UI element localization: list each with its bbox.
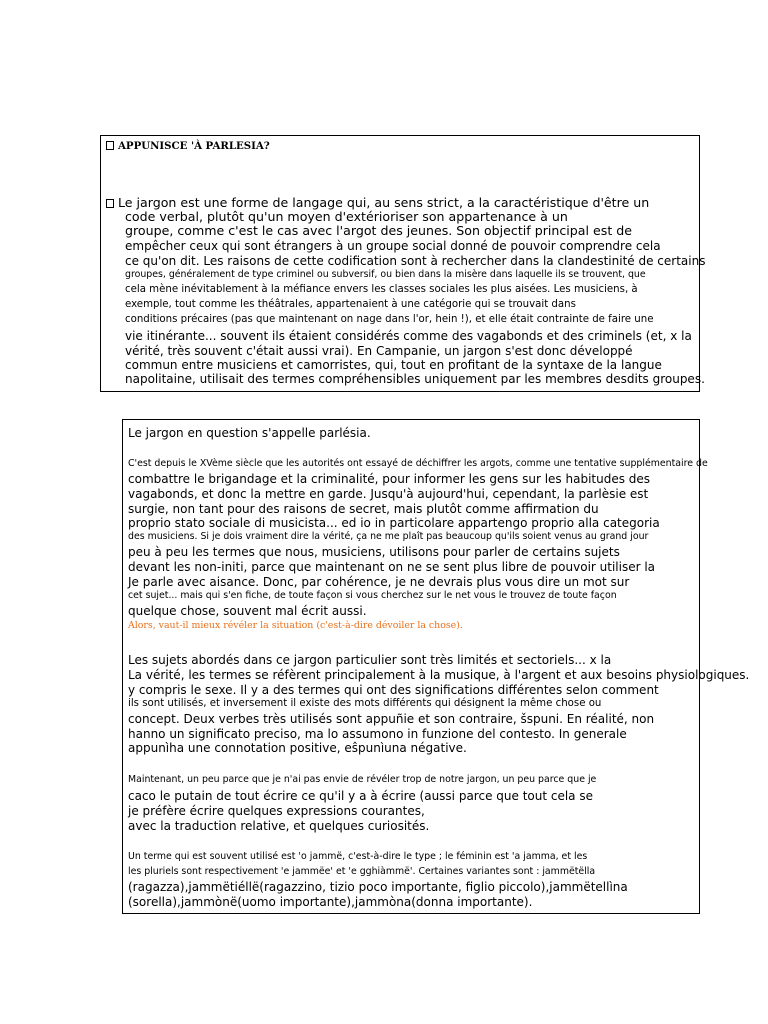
body-line: proprio stato sociale di musicista... ed io in particolare appartengo proprio alla categoria [128, 516, 660, 530]
intro-line: napolitaine, utilisait des termes compréhensibles uniquement par les membres desdits groupes. [125, 372, 705, 386]
body-line: vagabonds, et donc la mettre en garde. Jusqu'à aujourd'hui, cependant, la parlèsie est [128, 487, 649, 501]
body-line: concept. Deux verbes très utilisés sont appuñie et son contraire, šspuni. En réalité, non [128, 712, 655, 726]
intro-line: groupes, généralement de type criminel ou subversif, ou bien dans la misère dans laquelle ils se trouvent, que [125, 269, 646, 280]
body-line: (sorella),jammònë(uomo importante),jammòna(donna importante). [128, 895, 533, 909]
intro-line: conditions précaires (pas que maintenant on nage dans l'or, hein !), et elle était contrainte de faire une [125, 314, 654, 325]
intro-title: APPUNISCE 'À PARLESIA? [106, 141, 270, 151]
body-line: Je parle avec aisance. Donc, par cohérence, je ne devrais plus vous dire un mot sur [128, 575, 630, 589]
body-line: des musiciens. Si je dois vraiment dire la vérité, ça ne me plaît pas beaucoup qu'ils soient venus au grand jour [128, 531, 649, 542]
body-line: Les sujets abordés dans ce jargon particulier sont très limités et sectoriels... x la [128, 653, 612, 667]
intro-line: ce qu'on dit. Les raisons de cette codification sont à rechercher dans la clandestinité de certains [125, 254, 706, 268]
body-line: surgie, non tant pour des raisons de secret, mais plutôt comme affirmation du [128, 502, 599, 516]
missing-glyph-icon [106, 199, 114, 208]
body-line: les pluriels sont respectivement 'e jammëe' et 'e gghiàmmë'. Certaines variantes sont : jammëtëlla [128, 866, 596, 877]
missing-glyph-icon [106, 141, 114, 150]
body-line: ils sont utilisés, et inversement il existe des mots différents qui désignent la même chose ou [128, 698, 602, 709]
body-line: devant les non-initi, parce que maintenant on ne se sent plus libre de pouvoir utiliser la [128, 560, 656, 574]
intro-line: code verbal, plutôt qu'un moyen d'extérioriser son appartenance à un [125, 209, 568, 224]
body-line: peu à peu les termes que nous, musiciens, utilisons pour parler de certains sujets [128, 545, 620, 559]
body-line: je préfère écrire quelques expressions courantes, [128, 804, 425, 818]
body-line: Maintenant, un peu parce que je n'ai pas envie de révéler trop de notre jargon, un peu parce que je [128, 774, 597, 785]
body-line: avec la traduction relative, et quelques curiosités. [128, 819, 430, 833]
intro-line: vérité, très souvent c'était aussi vrai). En Campanie, un jargon s'est donc développé [125, 344, 633, 358]
intro-line: commun entre musiciens et camorristes, qui, tout en profitant de la syntaxe de la langue [125, 358, 662, 372]
intro-box [100, 135, 706, 392]
body-line: quelque chose, souvent mal écrit aussi. [128, 604, 367, 618]
body-line: Le jargon en question s'appelle parlésia. [128, 426, 371, 440]
intro-line: vie itinérante... souvent ils étaient considérés comme des vagabonds et des criminels (et, x la [125, 329, 692, 343]
body-line: C'est depuis le XVème siècle que les autorités ont essayé de déchiffrer les argots, comme une tentative supplémentaire de [128, 458, 708, 469]
body-line: cet sujet... mais qui s'en fiche, de toute façon si vous cherchez sur le net vous le trouvez de toute façon [128, 590, 617, 601]
intro-line: exemple, tout comme les théâtrales, appartenaient à une catégorie qui se trouvait dans [125, 299, 576, 310]
intro-line: groupe, comme c'est le cas avec l'argot des jeunes. Son objectif principal est de [125, 223, 633, 238]
body-line: hanno un significato preciso, ma lo assumono in funzione del contesto. In generale [128, 727, 627, 741]
body-line: La vérité, les termes se réfèrent principalement à la musique, à l'argent et aux besoins physiologiques. [128, 668, 750, 682]
body-line: appunìha une connotation positive, eŝpunìuna négative. [128, 741, 467, 755]
intro-line: Le jargon est une forme de langage qui, au sens strict, a la caractéristique d'être un [106, 197, 649, 210]
intro-line: empêcher ceux qui sont étrangers à un groupe social donné de pouvoir comprendre cela [125, 239, 661, 253]
body-line: Un terme qui est souvent utilisé est 'o jammë, c'est-à-dire le type ; le féminin est 'a jamma, et les [128, 851, 588, 862]
intro-line: cela mène inévitablement à la méfiance envers les classes sociales les plus aisées. Les musiciens, à [125, 284, 638, 295]
body-line: y compris le sexe. Il y a des termes qui ont des significations différentes selon comment [128, 683, 659, 697]
body-line: combattre le brigandage et la criminalité, pour informer les gens sur les habitudes des [128, 472, 651, 486]
parlesia-box [122, 419, 750, 914]
highlight-line: Alors, vaut-il mieux révéler la situation (c'est-à-dire dévoiler la chose). [128, 620, 463, 631]
body-line: (ragazza),jammëtiéllë(ragazzino, tizio poco importante, figlio piccolo),jammëtellìna [128, 880, 628, 894]
body-line: caco le putain de tout écrire ce qu'il y a à écrire (aussi parce que tout cela se [128, 789, 593, 803]
